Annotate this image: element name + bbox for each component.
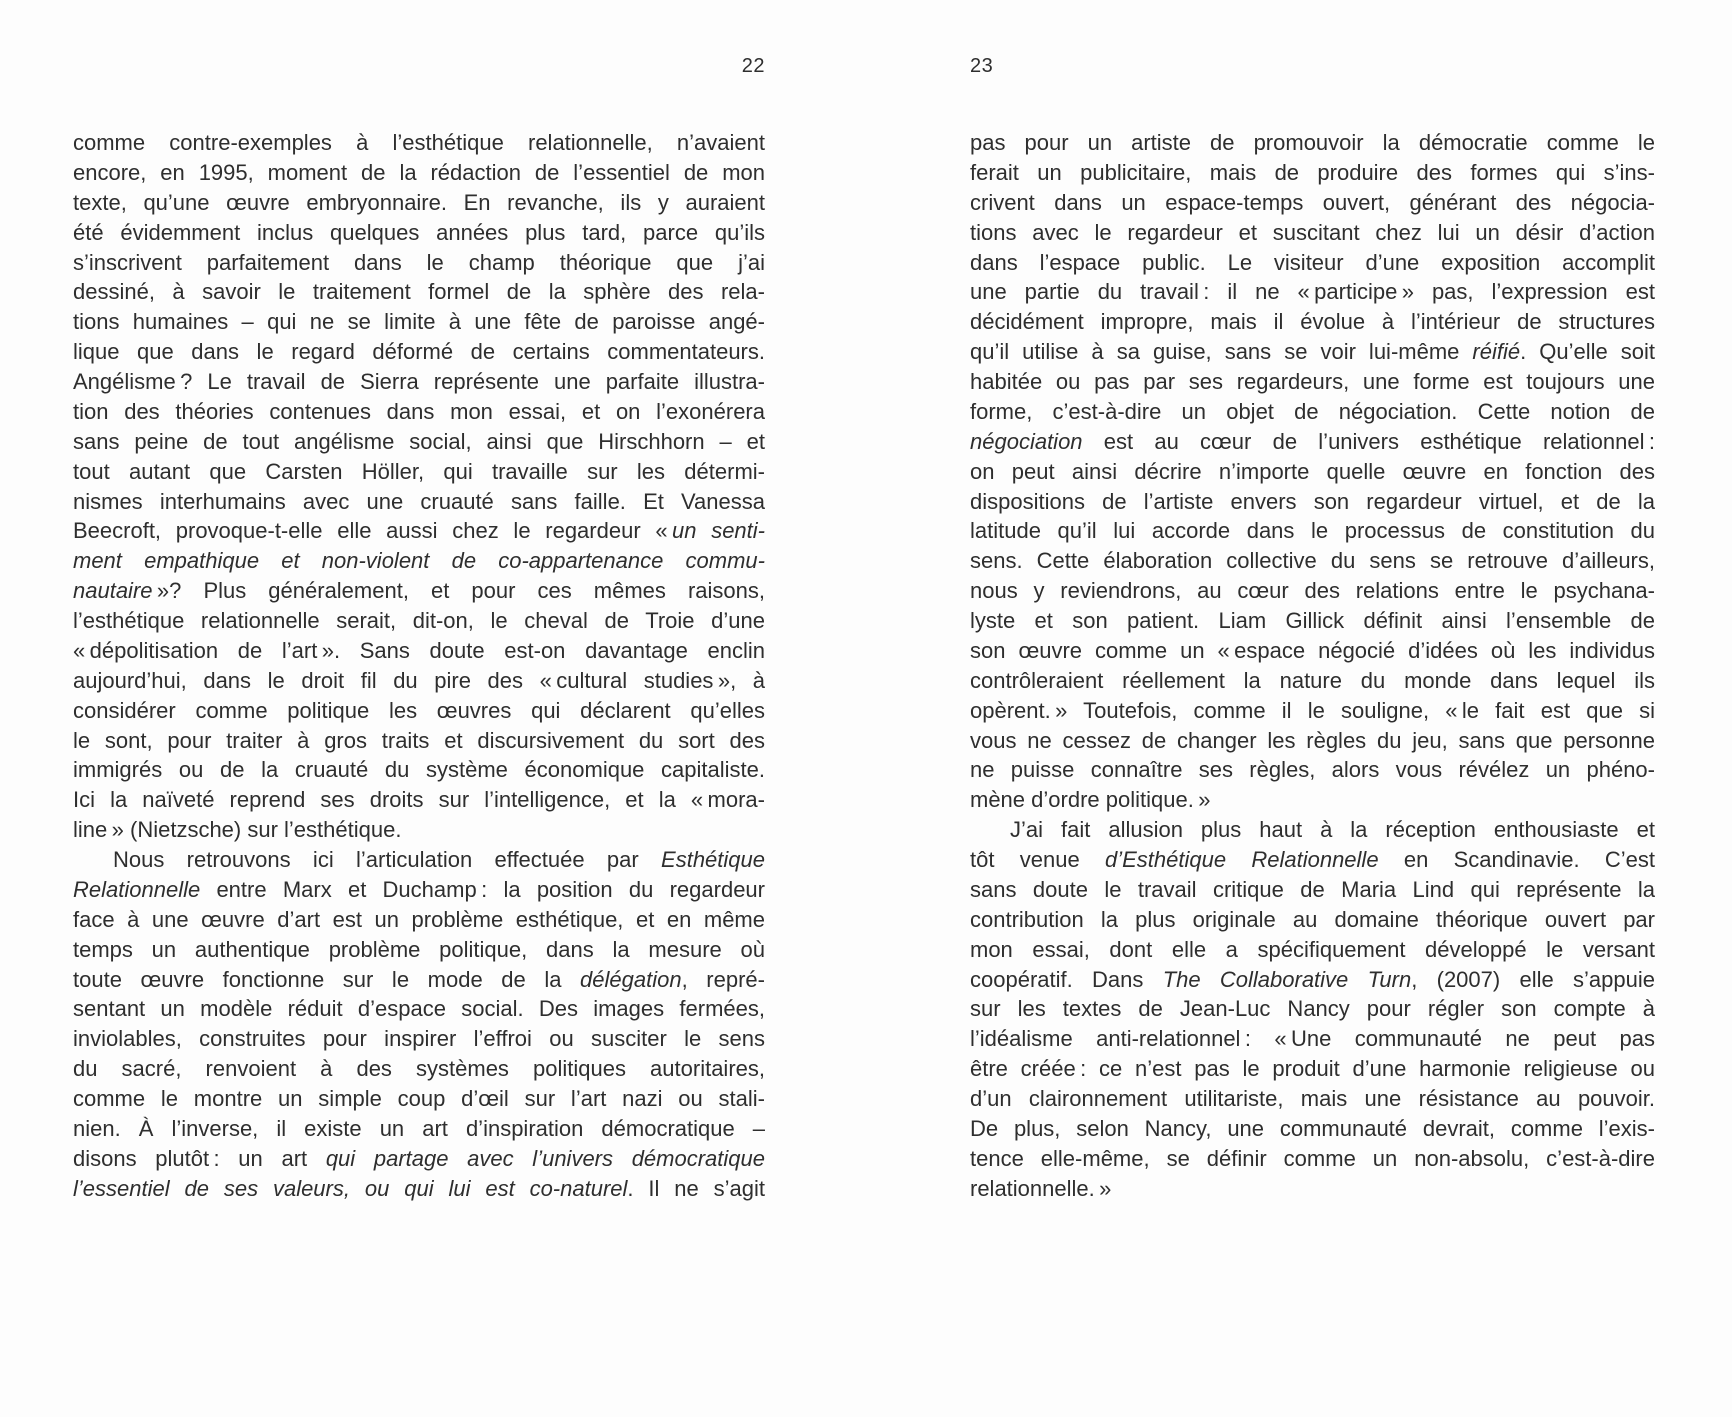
text-line: [73, 606, 765, 636]
text-line: [73, 188, 765, 218]
italic-text-run: qui partage avec l’univers démocratique: [325, 1145, 765, 1171]
italic-text-run: Esthétique: [661, 847, 765, 872]
text-run: mon essai, dont elle a spécifiquement développé le versant: [970, 936, 1655, 962]
text-line: [73, 218, 765, 248]
text-run: J’ai fait allusion plus haut à la réception enthousiaste et: [1010, 817, 1655, 843]
text-line: [970, 307, 1655, 337]
text-line: [970, 546, 1655, 576]
text-line: [73, 845, 765, 875]
text-run: face à une œuvre d’art est un problème esthétique, et en même: [73, 906, 765, 932]
text-run: habitée ou pas par ses regardeurs, une forme est toujours une: [970, 369, 1655, 394]
text-run: sentant un modèle réduit d’espace social. Des images fermées,: [73, 996, 765, 1022]
text-run: été évidemment inclus quelques années plus tard, parce qu’ils: [73, 219, 765, 245]
text-column: [970, 128, 1655, 1204]
text-run: toute œuvre fonctionne sur le mode de la: [73, 966, 581, 992]
text-line: [970, 158, 1655, 188]
text-run: une partie du travail : il ne « participe » pas, l’expression est: [970, 279, 1655, 305]
text-line: [73, 307, 765, 337]
text-run: nien. À l’inverse, il existe un art d’inspiration démocratique –: [73, 1115, 765, 1141]
text-run: tout autant que Carsten Höller, qui travaille sur les détermi-: [73, 458, 765, 484]
text-run: line » (Nietzsche) sur l’esthétique.: [73, 817, 402, 843]
text-run: disons plutôt : un art: [73, 1145, 326, 1171]
text-line: [970, 1174, 1655, 1204]
text-run: coopératif. Dans: [970, 966, 1163, 992]
text-line: [73, 457, 765, 487]
text-line: [970, 1054, 1655, 1084]
text-line: [73, 546, 765, 576]
text-run: nous y reviendrons, au cœur des relations entre le psychana-: [970, 578, 1655, 604]
text-run: est au cœur de l’univers esthétique relationnel :: [1082, 428, 1655, 454]
italic-text-run: l’essentiel de ses valeurs, ou qui lui est co-naturel: [73, 1175, 628, 1201]
text-line: [970, 726, 1655, 756]
text-line: [970, 367, 1655, 397]
text-run: considérer comme politique les œuvres qui déclarent qu’elles: [73, 697, 765, 723]
text-run: comme contre-exemples à l’esthétique relationnelle, n’avaient: [73, 130, 765, 155]
text-run: Angélisme ? Le travail de Sierra représente une parfaite illustra-: [73, 369, 765, 394]
text-line: [73, 965, 765, 995]
text-run: , repré-: [681, 966, 765, 992]
text-line: [73, 636, 765, 666]
text-line: [73, 367, 765, 397]
text-line: [970, 636, 1655, 666]
text-line: [970, 606, 1655, 636]
text-run: comme le montre un simple coup d’œil sur l’art nazi ou stali-: [73, 1086, 765, 1111]
text-line: [73, 666, 765, 696]
text-line: [73, 397, 765, 427]
text-line: [970, 666, 1655, 696]
text-column: [73, 128, 765, 1204]
italic-text-run: d’Esthétique Relationnelle: [1104, 847, 1379, 872]
text-run: contribution la plus originale au domaine théorique ouvert par: [970, 906, 1655, 932]
text-run: latitude qu’il lui accorde dans le processus de constitution du: [970, 518, 1655, 544]
text-line: [970, 905, 1655, 935]
text-run: tôt venue: [970, 847, 1105, 872]
text-line: [970, 576, 1655, 606]
text-run: tion des théories contenues dans mon essai, et on l’exonérera: [73, 398, 765, 424]
italic-text-run: ment empathique et non-violent de co-appartenance commu-: [73, 548, 765, 574]
text-line: [970, 457, 1655, 487]
text-line: [73, 158, 765, 188]
text-line: [970, 128, 1655, 158]
text-line: [73, 815, 765, 845]
page-number: 22: [741, 55, 765, 77]
text-line: [73, 994, 765, 1024]
text-line: [970, 785, 1655, 815]
text-line: [73, 427, 765, 457]
text-run: sur les textes de Jean-Luc Nancy pour régler son compte à: [970, 996, 1655, 1022]
page-left: [73, 0, 765, 1417]
italic-text-run: nautaire: [73, 578, 153, 604]
text-line: [970, 277, 1655, 307]
text-line: [73, 1114, 765, 1144]
text-run: Nous retrouvons ici l’articulation effectuée par: [113, 847, 662, 872]
text-line: [73, 277, 765, 307]
text-line: [73, 487, 765, 517]
text-line: [73, 935, 765, 965]
text-line: [970, 755, 1655, 785]
text-line: [970, 188, 1655, 218]
text-line: [73, 1054, 765, 1084]
text-run: décidément impropre, mais il évolue à l’intérieur de structures: [970, 309, 1655, 335]
text-line: [970, 696, 1655, 726]
text-run: sans peine de tout angélisme social, ainsi que Hirschhorn – et: [73, 428, 765, 454]
text-line: [73, 875, 765, 905]
text-line: [73, 128, 765, 158]
text-line: [73, 785, 765, 815]
text-run: « dépolitisation de l’art ». Sans doute est-on davantage enclin: [73, 637, 765, 663]
text-run: aujourd’hui, dans le droit fil du pire des « cultural studies », à: [73, 667, 765, 693]
text-line: [73, 1024, 765, 1054]
text-run: tence elle-même, se définir comme un non-absolu, c’est-à-dire: [970, 1145, 1655, 1171]
text-line: [970, 1144, 1655, 1174]
italic-text-run: réifié: [1472, 339, 1521, 365]
text-run: ferait un publicitaire, mais de produire des formes qui s’ins-: [970, 159, 1655, 185]
text-run: temps un authentique problème politique, dans la mesure où: [73, 936, 765, 962]
text-run: tions humaines – qui ne se limite à une fête de paroisse angé-: [73, 309, 765, 335]
text-run: le sont, pour traiter à gros traits et discursivement du sort des: [73, 727, 765, 753]
text-run: dans l’espace public. Le visiteur d’une exposition accomplit: [970, 249, 1655, 275]
text-line: [970, 487, 1655, 517]
text-run: lique que dans le regard déformé de certains commentateurs.: [73, 339, 765, 365]
text-run: on peut ainsi décrire n’importe quelle œuvre en fonction des: [970, 458, 1655, 484]
text-run: inviolables, construites pour inspirer l’effroi ou susciter le sens: [73, 1026, 765, 1052]
text-run: encore, en 1995, moment de la rédaction de l’essentiel de mon: [73, 159, 765, 185]
text-run: vous ne cessez de changer les règles du jeu, sans que personne: [970, 727, 1655, 753]
text-run: sans doute le travail critique de Maria Lind qui représente la: [970, 876, 1655, 902]
text-run: contrôleraient réellement la nature du monde dans lequel ils: [970, 667, 1655, 693]
text-line: [970, 845, 1655, 875]
text-line: [73, 1084, 765, 1114]
text-run: son œuvre comme un « espace négocié d’idées où les individus: [970, 637, 1655, 663]
text-line: [73, 248, 765, 278]
text-line: [970, 337, 1655, 367]
text-line: [73, 755, 765, 785]
text-run: Ici la naïveté reprend ses droits sur l’intelligence, et la « mora-: [73, 787, 765, 813]
italic-text-run: Relationnelle: [73, 876, 201, 902]
text-run: dessiné, à savoir le traitement formel de la sphère des rela-: [73, 279, 765, 305]
text-line: [73, 337, 765, 367]
text-line: [970, 1084, 1655, 1114]
text-line: [970, 1024, 1655, 1054]
text-run: , (2007) elle s’appuie: [1411, 966, 1655, 992]
italic-text-run: un senti-: [672, 518, 765, 544]
text-run: mène d’ordre politique. »: [970, 787, 1211, 813]
text-line: [970, 427, 1655, 457]
text-line: [970, 1114, 1655, 1144]
text-run: sens. Cette élaboration collective du sens se retrouve d’ailleurs,: [970, 548, 1655, 574]
text-run: qu’il utilise à sa guise, sans se voir lui-même: [970, 339, 1473, 365]
text-run: nismes interhumains avec une cruauté sans faille. Et Vanessa: [73, 488, 765, 514]
text-line: [970, 875, 1655, 905]
text-run: pas pour un artiste de promouvoir la démocratie comme le: [970, 130, 1655, 155]
text-line: [970, 965, 1655, 995]
text-run: l’esthétique relationnelle serait, dit-on, le cheval de Troie d’une: [73, 608, 765, 633]
text-run: en Scandinavie. C’est: [1378, 847, 1655, 872]
text-run: s’inscrivent parfaitement dans le champ théorique que j’ai: [73, 249, 765, 275]
page-right: [970, 0, 1655, 1417]
text-run: d’un claironnement utilitariste, mais une résistance au pouvoir.: [970, 1086, 1655, 1111]
text-line: [970, 248, 1655, 278]
text-line: [970, 397, 1655, 427]
text-line: [970, 516, 1655, 546]
text-line: [73, 516, 765, 546]
text-run: relationnelle. »: [970, 1175, 1112, 1201]
text-run: Beecroft, provoque-t-elle elle aussi chez le regardeur «: [73, 518, 673, 544]
text-line: [970, 815, 1655, 845]
italic-text-run: négociation: [970, 428, 1083, 454]
text-run: lyste et son patient. Liam Gillick définit ainsi l’ensemble de: [970, 608, 1655, 633]
text-line: [73, 696, 765, 726]
text-run: entre Marx et Duchamp : la position du regardeur: [200, 876, 765, 902]
page-number: 23: [970, 55, 994, 77]
text-run: immigrés ou de la cruauté du système économique capitaliste.: [73, 757, 765, 783]
text-run: ne puisse connaître ses règles, alors vous révélez un phéno-: [970, 757, 1655, 783]
text-run: De plus, selon Nancy, une communauté devrait, comme l’exis-: [970, 1115, 1655, 1141]
text-line: [970, 218, 1655, 248]
text-run: »? Plus généralement, et pour ces mêmes raisons,: [152, 578, 765, 604]
text-line: [73, 726, 765, 756]
text-run: crivent dans un espace-temps ouvert, générant des négocia-: [970, 189, 1655, 215]
text-run: tions avec le regardeur et suscitant chez lui un désir d’action: [970, 219, 1655, 245]
text-line: [73, 1174, 765, 1204]
text-line: [73, 905, 765, 935]
text-run: dispositions de l’artiste envers son regardeur virtuel, et de la: [970, 488, 1655, 514]
text-line: [73, 576, 765, 606]
text-run: texte, qu’une œuvre embryonnaire. En revanche, ils y auraient: [73, 189, 765, 215]
text-run: . Il ne s’agit: [627, 1175, 765, 1201]
text-run: du sacré, renvoient à des systèmes politiques autoritaires,: [73, 1056, 765, 1082]
text-line: [73, 1144, 765, 1174]
text-line: [970, 935, 1655, 965]
text-run: être créée : ce n’est pas le produit d’une harmonie religieuse ou: [970, 1056, 1655, 1082]
text-run: l’idéalisme anti-relationnel : « Une communauté ne peut pas: [970, 1026, 1655, 1052]
text-run: opèrent. » Toutefois, comme il le souligne, « le fait est que si: [970, 697, 1655, 723]
italic-text-run: The Collaborative Turn: [1162, 966, 1412, 992]
text-line: [970, 994, 1655, 1024]
text-run: . Qu’elle soit: [1520, 339, 1655, 365]
text-run: forme, c’est-à-dire un objet de négociation. Cette notion de: [970, 398, 1655, 424]
italic-text-run: délégation: [580, 966, 682, 992]
